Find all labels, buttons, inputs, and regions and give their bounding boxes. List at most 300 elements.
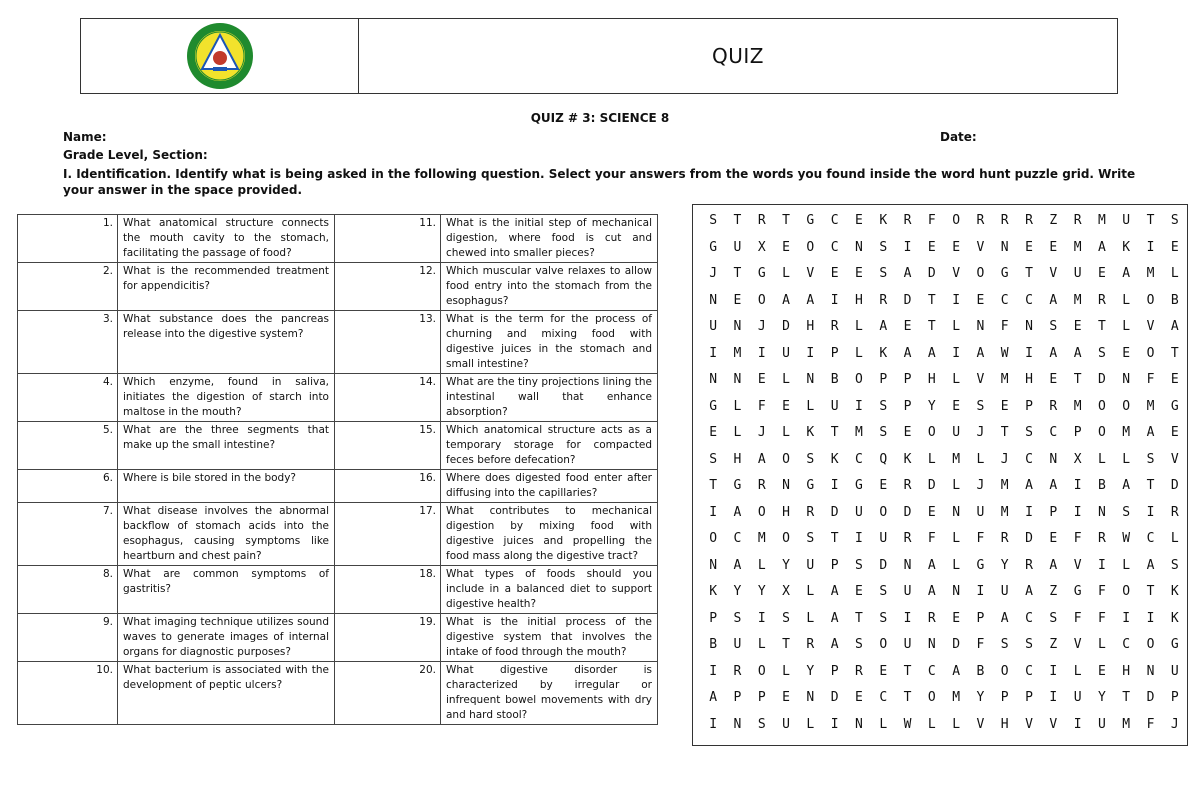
grid-letter: U: [1122, 213, 1131, 228]
grid-letter: O: [1146, 292, 1155, 308]
grid-letter: F: [1097, 610, 1106, 626]
grid-letter: L: [855, 345, 863, 361]
grid-letter: I: [1025, 345, 1033, 361]
grid-letter: E: [1000, 398, 1009, 414]
grid-letter: R: [733, 663, 742, 679]
grid-letter: P: [879, 372, 888, 387]
grid-letter: E: [903, 319, 912, 334]
grid-letter: L: [806, 584, 815, 599]
grid-letter: S: [879, 584, 888, 599]
grid-letter: I: [709, 716, 718, 732]
question-text: What are the three segments that make up the small intestine?: [118, 422, 335, 470]
grid-letter: D: [903, 504, 912, 520]
grid-letter: N: [1025, 319, 1033, 334]
grid-letter: B: [976, 663, 985, 679]
grid-letter: L: [806, 610, 815, 626]
grid-letter: H: [1025, 372, 1033, 387]
grid-letter: R: [879, 292, 888, 308]
grid-letter: E: [1170, 239, 1179, 255]
grid-letter: A: [927, 557, 936, 573]
grid-letter: T: [855, 610, 863, 626]
grid-letter: D: [782, 319, 790, 334]
question-text: What is the term for the process of churning and mixing food with digestive juices in the stomach and small intestine?: [441, 311, 658, 374]
grid-letter: I: [709, 663, 718, 679]
grid-letter: S: [855, 557, 863, 573]
grid-letter: M: [1073, 239, 1082, 255]
grid-letter: P: [1025, 398, 1033, 414]
grid-letter: P: [976, 610, 985, 626]
grid-letter: Y: [757, 584, 766, 599]
grid-letter: O: [757, 663, 766, 679]
word-search-puzzle: [692, 204, 1188, 746]
grid-letter: W: [903, 716, 912, 732]
grid-letter: V: [976, 239, 985, 255]
grid-letter: O: [927, 690, 936, 705]
question-number: 18.: [335, 566, 441, 614]
grid-letter: G: [1170, 637, 1179, 652]
grid-letter: T: [782, 637, 790, 652]
grid-letter: I: [1122, 610, 1131, 626]
grid-letter: P: [830, 557, 839, 573]
grid-letter: U: [709, 319, 718, 334]
grid-letter: E: [1122, 345, 1131, 361]
grid-letter: L: [976, 451, 985, 467]
question-number: 20.: [335, 662, 441, 725]
grid-letter: D: [952, 637, 961, 652]
grid-letter: O: [1097, 398, 1106, 414]
grid-letter: R: [806, 637, 815, 652]
grid-letter: L: [1073, 663, 1082, 679]
grid-letter: M: [1000, 478, 1009, 493]
grid-letter: T: [709, 478, 718, 493]
grid-letter: L: [806, 716, 815, 732]
grid-letter: C: [855, 451, 863, 467]
grid-letter: N: [806, 372, 815, 387]
question-number: 8.: [18, 566, 118, 614]
grid-letter: C: [1000, 292, 1009, 308]
grid-letter: L: [806, 398, 815, 414]
grid-letter: J: [1170, 716, 1179, 732]
grid-letter: A: [1122, 478, 1131, 493]
grid-letter: R: [830, 319, 839, 334]
grid-letter: L: [952, 716, 961, 732]
grid-letter: L: [1097, 451, 1106, 467]
grid-letter: R: [855, 663, 863, 679]
grid-letter: O: [1122, 398, 1131, 414]
grid-letter: D: [903, 292, 912, 308]
grid-letter: V: [806, 266, 815, 281]
header-title: QUIZ: [712, 44, 764, 68]
grid-letter: G: [1000, 266, 1009, 281]
grid-letter: M: [1073, 398, 1082, 414]
grid-letter: N: [709, 372, 718, 387]
grid-letter: F: [1073, 531, 1082, 546]
question-number: 1.: [18, 215, 118, 263]
grid-letter: I: [757, 345, 766, 361]
question-text: What is the initial step of mechanical digestion, where food is cut and chewed into smaller pieces?: [441, 215, 658, 263]
grid-letter: I: [855, 398, 863, 414]
grid-letter: U: [952, 425, 961, 440]
grid-letter: R: [903, 531, 912, 546]
grid-letter: P: [1049, 504, 1058, 520]
grid-letter: R: [927, 610, 936, 626]
grid-letter: T: [782, 213, 790, 228]
grid-letter: R: [903, 213, 912, 228]
grid-letter: L: [782, 425, 790, 440]
grid-letter: U: [1073, 266, 1082, 281]
grid-letter: N: [782, 478, 790, 493]
grid-letter: T: [927, 319, 936, 334]
grid-letter: L: [1122, 292, 1131, 308]
grid-letter: N: [733, 716, 742, 732]
grid-letter: N: [806, 690, 815, 705]
grid-letter: M: [1000, 372, 1009, 387]
grid-letter: R: [903, 478, 912, 493]
grid-letter: P: [830, 663, 839, 679]
grid-letter: G: [757, 266, 766, 281]
grid-letter: P: [1073, 425, 1082, 440]
grid-letter: K: [903, 451, 912, 467]
grid-letter: L: [1122, 319, 1131, 334]
grid-letter: I: [1073, 478, 1082, 493]
grid-letter: L: [952, 531, 961, 546]
grid-letter: J: [757, 319, 766, 334]
grid-letter: O: [1000, 663, 1009, 679]
grid-letter: C: [1025, 451, 1033, 467]
grid-letter: S: [1000, 637, 1009, 652]
grid-letter: S: [879, 425, 888, 440]
grid-letter: R: [1025, 213, 1033, 228]
grid-letter: A: [782, 292, 790, 308]
grid-letter: A: [1146, 557, 1155, 573]
grid-letter: Y: [927, 398, 936, 414]
grid-letter: L: [952, 372, 961, 387]
grid-letter: E: [855, 690, 863, 705]
grid-letter: F: [1097, 584, 1106, 599]
grid-letter: N: [709, 292, 718, 308]
grid-letter: I: [855, 531, 863, 546]
grid-letter: E: [1170, 425, 1179, 440]
grid-letter: U: [976, 504, 985, 520]
grid-letter: C: [1025, 610, 1033, 626]
grid-letter: V: [976, 372, 985, 387]
grid-letter: G: [709, 398, 718, 414]
grid-letter: N: [855, 716, 863, 732]
grid-letter: J: [1000, 451, 1009, 467]
question-number: 4.: [18, 374, 118, 422]
grid-letter: R: [757, 213, 766, 228]
grid-letter: A: [1073, 345, 1082, 361]
grid-letter: N: [733, 372, 742, 387]
grid-letter: J: [976, 425, 985, 440]
grid-letter: X: [757, 239, 766, 255]
grid-letter: L: [1122, 557, 1131, 573]
grid-letter: V: [952, 266, 961, 281]
question-text: What bacterium is associated with the development of peptic ulcers?: [118, 662, 335, 725]
question-number: 9.: [18, 614, 118, 662]
question-text: Where does digested food enter after diffusing into the capillaries?: [441, 470, 658, 503]
grid-letter: C: [1025, 663, 1033, 679]
grid-letter: C: [927, 663, 936, 679]
grid-letter: E: [855, 584, 863, 599]
grid-letter: A: [1097, 239, 1106, 255]
grid-letter: M: [1146, 398, 1155, 414]
grid-letter: A: [1025, 584, 1033, 599]
grid-letter: H: [855, 292, 863, 308]
grid-letter: D: [927, 478, 936, 493]
grid-letter: V: [1049, 716, 1058, 732]
grid-letter: K: [709, 584, 718, 599]
grid-letter: O: [855, 372, 863, 387]
grid-letter: Y: [976, 690, 985, 705]
grid-letter: E: [709, 425, 718, 440]
question-number: 13.: [335, 311, 441, 374]
grid-letter: D: [927, 266, 936, 281]
grid-letter: I: [709, 504, 718, 520]
grid-letter: F: [927, 213, 936, 228]
grid-letter: E: [952, 610, 961, 626]
grid-letter: X: [1073, 451, 1082, 467]
grid-letter: L: [952, 557, 961, 573]
grid-letter: A: [1049, 292, 1058, 308]
grid-letter: I: [830, 716, 839, 732]
grid-letter: E: [830, 266, 839, 281]
grid-letter: I: [1049, 690, 1058, 705]
grid-letter: A: [806, 292, 815, 308]
grid-letter: T: [1146, 213, 1155, 228]
grid-letter: R: [1025, 557, 1033, 573]
grid-letter: T: [903, 663, 912, 679]
grid-letter: S: [757, 716, 766, 732]
table-row: [18, 566, 658, 614]
grid-letter: B: [1097, 478, 1106, 493]
grid-letter: K: [879, 213, 888, 228]
grid-letter: E: [782, 239, 790, 255]
grid-letter: N: [1097, 504, 1106, 520]
grid-letter: S: [879, 239, 888, 255]
grid-letter: F: [1073, 610, 1082, 626]
grid-letter: U: [782, 716, 790, 732]
grid-letter: T: [830, 531, 839, 546]
grid-letter: Z: [1049, 637, 1058, 652]
grid-letter: E: [1025, 239, 1033, 255]
grid-letter: N: [709, 557, 718, 573]
grid-letter: N: [952, 584, 961, 599]
table-row: [18, 503, 658, 566]
grid-letter: C: [830, 213, 839, 228]
grid-letter: E: [1049, 372, 1058, 387]
grid-letter: E: [782, 690, 790, 705]
grid-letter: C: [1122, 637, 1131, 652]
grid-letter: K: [1122, 239, 1131, 255]
grid-letter: D: [879, 557, 888, 573]
grid-letter: R: [806, 504, 815, 520]
question-text: What contributes to mechanical digestion by mixing food with digestive juices and propelling the food mass along the digestive tract?: [441, 503, 658, 566]
grid-letter: H: [1122, 663, 1131, 679]
grid-letter: A: [927, 584, 936, 599]
question-number: 16.: [335, 470, 441, 503]
grid-letter: F: [927, 531, 936, 546]
grid-letter: E: [855, 266, 863, 281]
grid-letter: S: [709, 451, 718, 467]
grid-letter: O: [976, 266, 985, 281]
grid-letter: A: [903, 345, 912, 361]
grid-letter: P: [903, 398, 912, 414]
grid-letter: P: [1000, 690, 1009, 705]
grid-letter: N: [1122, 372, 1131, 387]
grade-section-label: Grade Level, Section:: [63, 148, 208, 162]
grid-letter: A: [733, 557, 742, 573]
grid-letter: F: [757, 398, 766, 414]
grid-letter: I: [1073, 716, 1082, 732]
grid-letter: N: [855, 239, 863, 255]
grid-letter: O: [757, 504, 766, 520]
grid-letter: E: [952, 398, 961, 414]
instructions: I. Identification. Identify what is being asked in the following question. Select your answers from the words you found inside the word hunt puzzle grid. Write your answer in the space provided.: [63, 167, 1136, 197]
grid-letter: O: [1146, 345, 1155, 361]
grid-letter: A: [1049, 478, 1058, 493]
questions-table: [17, 214, 658, 725]
grid-letter: R: [1000, 531, 1009, 546]
grid-letter: K: [879, 345, 888, 361]
grid-letter: L: [1170, 531, 1179, 546]
grid-letter: V: [1146, 319, 1155, 334]
grid-letter: N: [927, 637, 936, 652]
grid-letter: S: [1170, 213, 1179, 228]
grid-letter: L: [1122, 451, 1131, 467]
grid-letter: A: [1170, 319, 1179, 334]
grid-letter: E: [1097, 663, 1106, 679]
grid-letter: O: [1097, 425, 1106, 440]
grid-letter: S: [782, 610, 790, 626]
grid-letter: M: [1122, 425, 1131, 440]
grid-letter: E: [782, 398, 790, 414]
grid-letter: U: [733, 637, 742, 652]
question-text: Which enzyme, found in saliva, initiates the digestion of starch into maltose in the mouth?: [118, 374, 335, 422]
grid-letter: S: [1049, 319, 1058, 334]
table-row: [18, 422, 658, 470]
question-number: 10.: [18, 662, 118, 725]
question-text: What anatomical structure connects the mouth cavity to the stomach, facilitating the passage of food?: [118, 215, 335, 263]
grid-letter: B: [1170, 292, 1179, 308]
table-row: [18, 614, 658, 662]
grid-letter: A: [1049, 345, 1058, 361]
grid-letter: G: [1170, 398, 1179, 414]
grid-letter: I: [1146, 239, 1155, 255]
grid-letter: S: [1122, 504, 1131, 520]
grid-letter: H: [927, 372, 936, 387]
grid-letter: A: [952, 663, 961, 679]
grid-letter: E: [733, 292, 742, 308]
grid-letter: T: [1146, 478, 1155, 493]
grid-letter: T: [733, 266, 742, 281]
grid-letter: F: [1146, 372, 1155, 387]
grid-letter: L: [879, 716, 888, 732]
grid-letter: L: [782, 663, 790, 679]
question-text: What disease involves the abnormal backflow of stomach acids into the esophagus, causing symptoms like heartburn and chest pain?: [118, 503, 335, 566]
grid-letter: S: [1146, 451, 1155, 467]
grid-letter: I: [1146, 504, 1155, 520]
grid-letter: D: [830, 504, 839, 520]
grid-letter: G: [1073, 584, 1082, 599]
table-row: [18, 662, 658, 725]
grid-letter: S: [976, 398, 985, 414]
grid-letter: A: [903, 266, 912, 281]
grid-letter: R: [1073, 213, 1082, 228]
grid-letter: Y: [1000, 557, 1009, 573]
grid-letter: U: [879, 531, 888, 546]
grid-letter: U: [1073, 690, 1082, 705]
question-text: What substance does the pancreas release into the digestive system?: [118, 311, 335, 374]
question-text: What are the tiny projections lining the intestinal wall that enhance absorption?: [441, 374, 658, 422]
question-text: What imaging technique utilizes sound waves to generate images of internal organs for diagnostic purposes?: [118, 614, 335, 662]
grid-letter: E: [879, 478, 888, 493]
grid-letter: H: [1000, 716, 1009, 732]
grid-letter: T: [1000, 425, 1009, 440]
grid-letter: N: [733, 319, 742, 334]
grid-letter: I: [709, 345, 718, 361]
grid-letter: M: [1122, 716, 1131, 732]
grid-letter: C: [733, 531, 742, 546]
table-row: [18, 215, 658, 263]
grid-letter: G: [855, 478, 863, 493]
grid-letter: E: [757, 372, 766, 387]
grid-letter: H: [806, 319, 815, 334]
grid-letter: L: [782, 372, 790, 387]
quiz-title: QUIZ # 3: SCIENCE 8: [530, 111, 670, 125]
grid-letter: P: [709, 610, 718, 626]
grid-letter: C: [1025, 292, 1033, 308]
name-label: Name:: [63, 130, 107, 144]
grid-letter: O: [757, 292, 766, 308]
grid-letter: E: [1049, 531, 1058, 546]
question-number: 17.: [335, 503, 441, 566]
grid-letter: U: [830, 398, 839, 414]
grid-letter: M: [757, 531, 766, 546]
grid-letter: E: [952, 239, 961, 255]
table-row: [18, 470, 658, 503]
grid-letter: M: [855, 425, 863, 440]
grid-letter: T: [1146, 584, 1155, 599]
grid-letter: F: [1146, 716, 1155, 732]
grid-letter: Q: [879, 451, 888, 467]
grid-letter: R: [1049, 398, 1058, 414]
grid-letter: S: [879, 610, 888, 626]
grid-letter: S: [879, 398, 888, 414]
grid-letter: F: [976, 637, 985, 652]
grid-letter: I: [952, 345, 961, 361]
question-text: Where is bile stored in the body?: [118, 470, 335, 503]
grid-letter: I: [952, 292, 961, 308]
grid-letter: V: [1025, 716, 1033, 732]
grid-letter: N: [1049, 451, 1058, 467]
grid-letter: P: [1025, 690, 1033, 705]
grid-letter: I: [757, 610, 766, 626]
grid-letter: O: [709, 531, 718, 546]
grid-letter: P: [903, 372, 912, 387]
grid-letter: A: [1000, 610, 1009, 626]
grid-letter: R: [757, 478, 766, 493]
grid-letter: L: [927, 451, 936, 467]
grid-letter: W: [1000, 345, 1009, 361]
grid-letter: I: [830, 478, 839, 493]
grid-letter: Y: [733, 584, 742, 599]
grid-letter: S: [1170, 557, 1179, 573]
grid-letter: N: [1146, 663, 1155, 679]
grid-letter: H: [733, 451, 742, 467]
grid-letter: T: [1025, 266, 1033, 281]
grid-letter: U: [1170, 663, 1179, 679]
